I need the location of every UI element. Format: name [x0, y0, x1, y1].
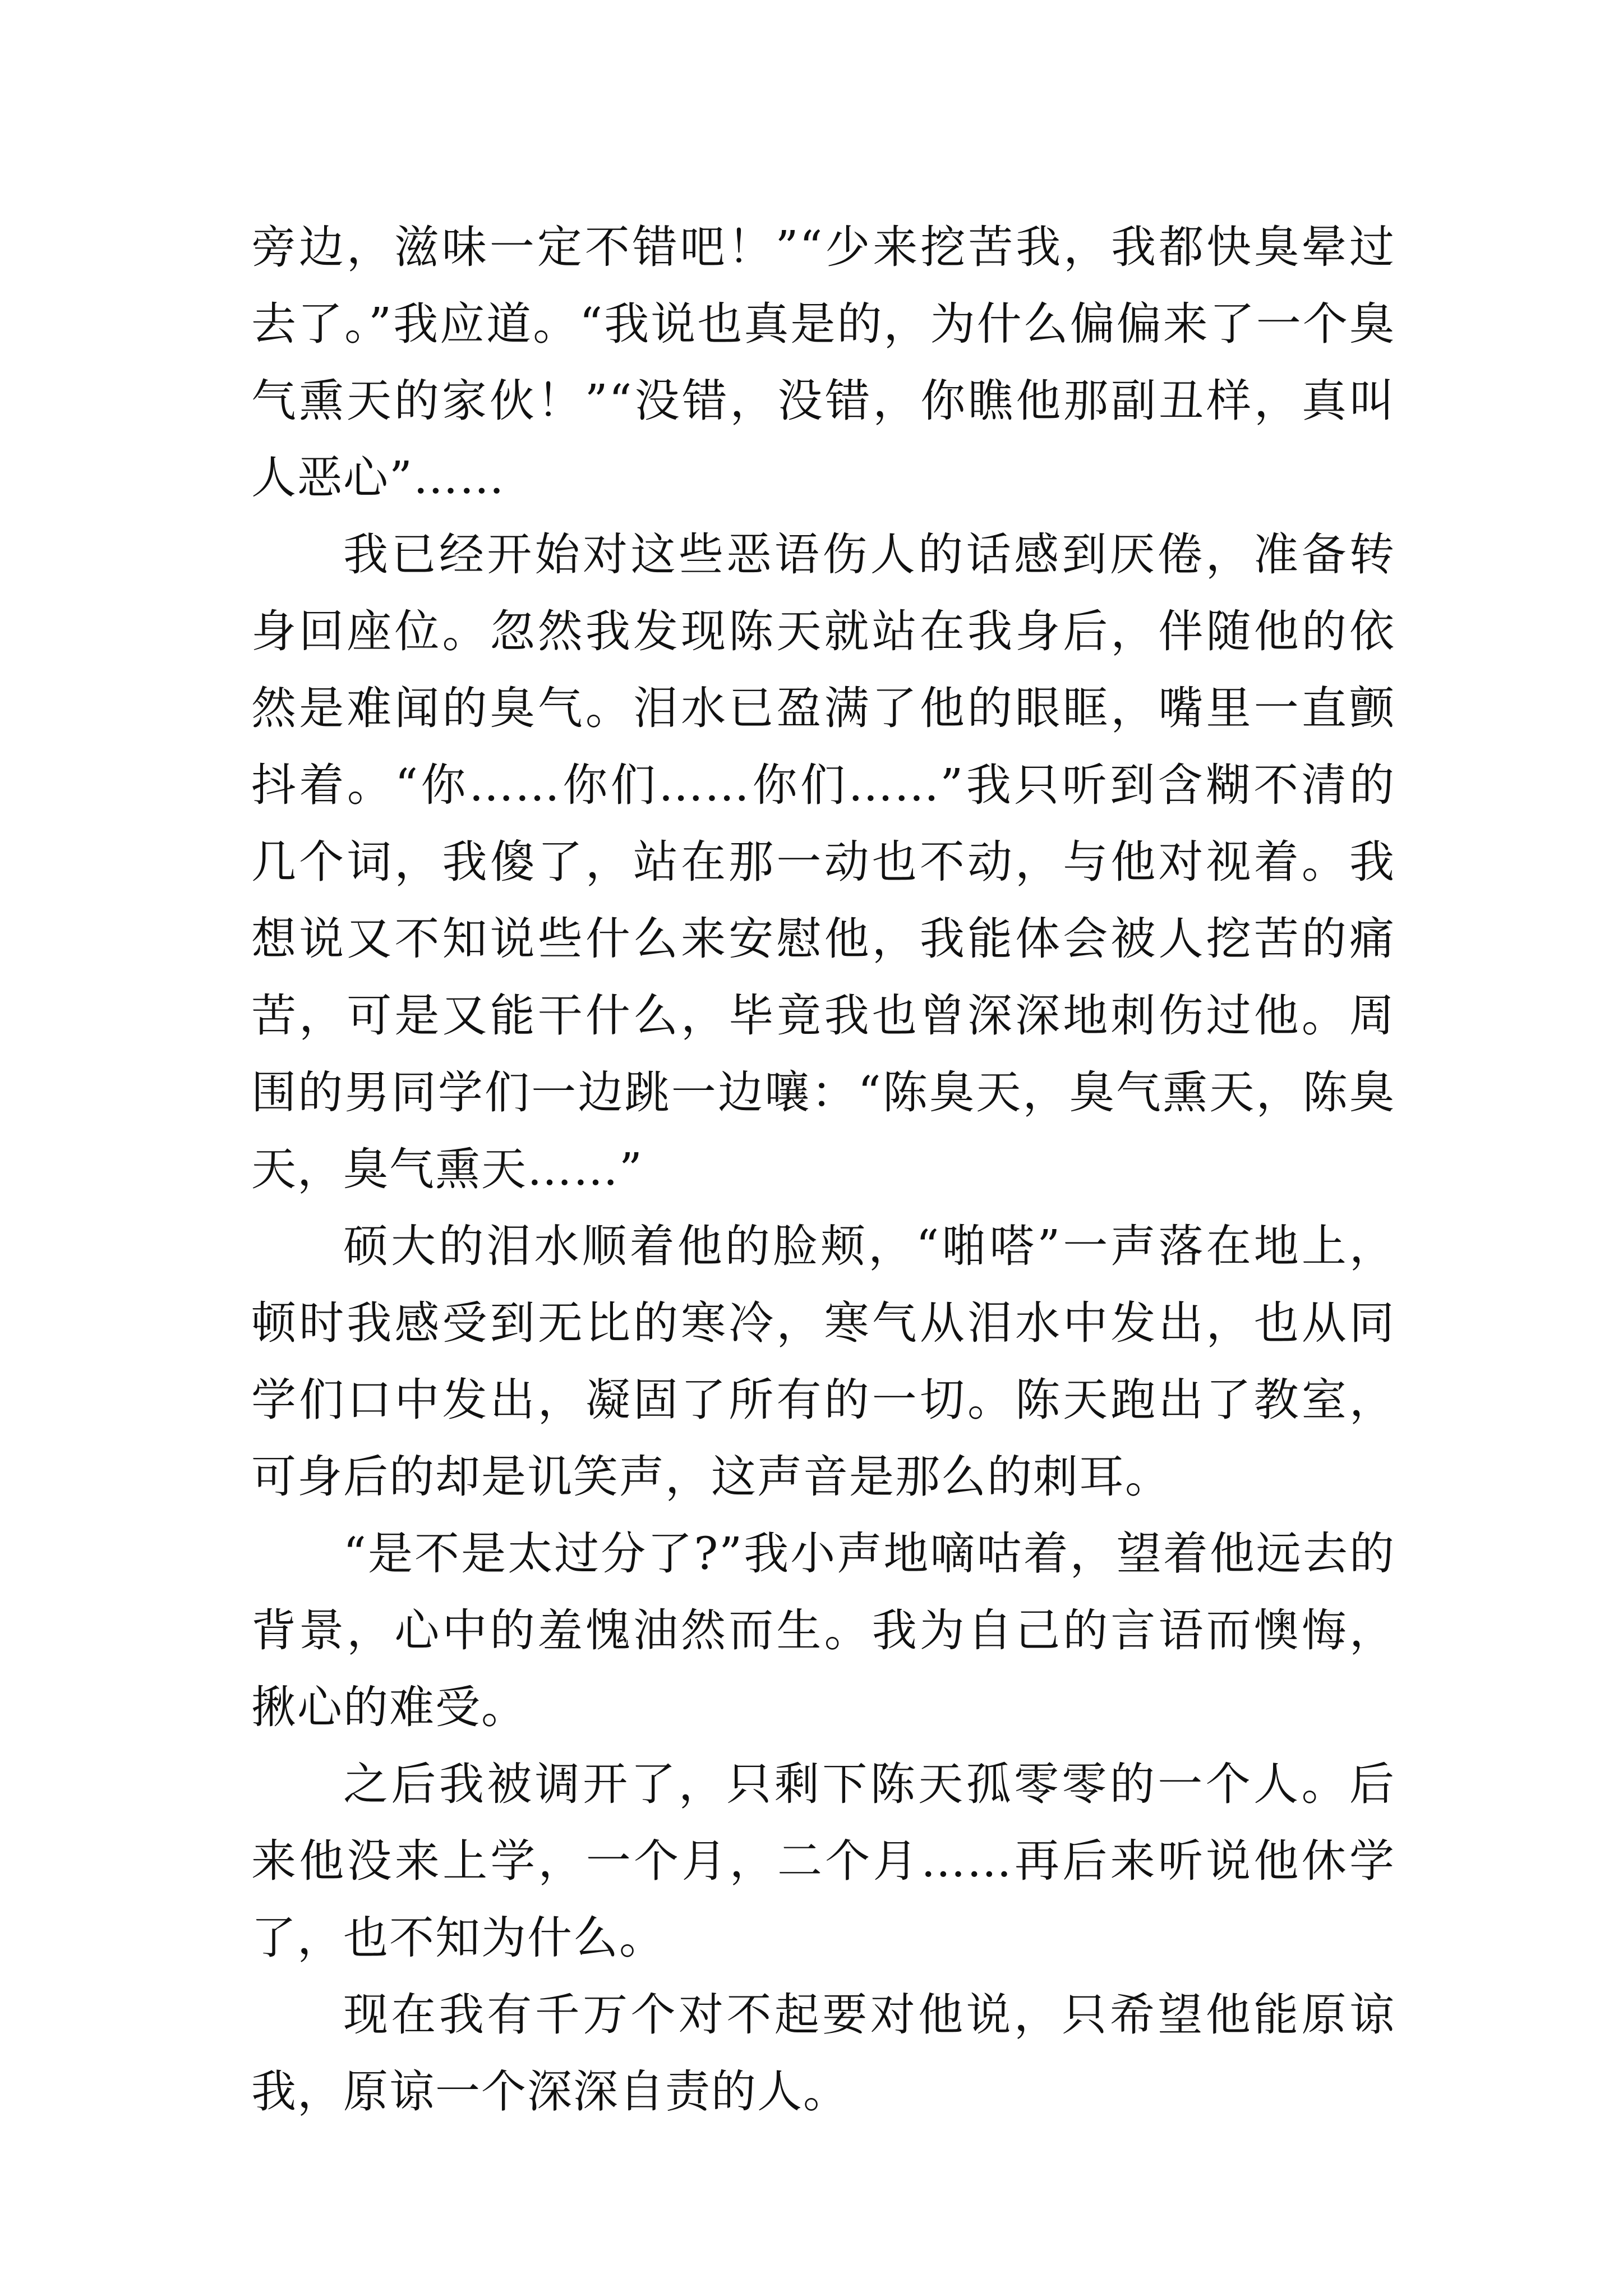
paragraph-6: 现在我有千万个对不起要对他说，只希望他能原谅我，原谅一个深深自责的人。	[251, 1989, 1395, 2118]
document-body	[251, 209, 1395, 2130]
paragraph-1: 旁边，滋味一定不错吧！”“少来挖苦我，我都快臭晕过去了。”我应道。“我说也真是的，为什么偏偏来了一个臭气熏天的家伙！”“没错，没错，你瞧他那副丑样，真叫人恶心”……	[251, 221, 1395, 504]
paragraph-4: “是不是太过分了?”我小声地嘀咕着，望着他远去的背景，心中的羞愧油然而生。我为自己的言语而懊悔，揪心的难受。	[251, 1527, 1395, 1733]
paragraph-5: 之后我被调开了，只剩下陈天孤零零的一个人。后来他没来上学，一个月，二个月……再后来听说他休学了，也不知为什么。	[251, 1758, 1395, 1964]
paragraph-3: 硕大的泪水顺着他的脸颊，“啪嗒”一声落在地上，顿时我感受到无比的寒冷，寒气从泪水中发出，也从同学们口中发出，凝固了所有的一切。陈天跑出了教室，可身后的却是讥笑声，这声音是那么的刺耳。	[251, 1220, 1395, 1503]
paragraph-2: 我已经开始对这些恶语伤人的话感到厌倦，准备转身回座位。忽然我发现陈天就站在我身后，伴随他的依然是难闻的臭气。泪水已盈满了他的眼眶，嘴里一直颤抖着。“你……你们……你们……”我只听到含糊不清的几个词，我傻了，站在那一动也不动，与他对视着。我想说又不知说些什么来安慰他，我能体会被人挖苦的痛苦，可是又能干什么，毕竟我也曾深深地刺伤过他。周围的男同学们一边跳一边嚷：“陈臭天，臭气熏天，陈臭天，臭气熏天……”	[251, 528, 1395, 1195]
